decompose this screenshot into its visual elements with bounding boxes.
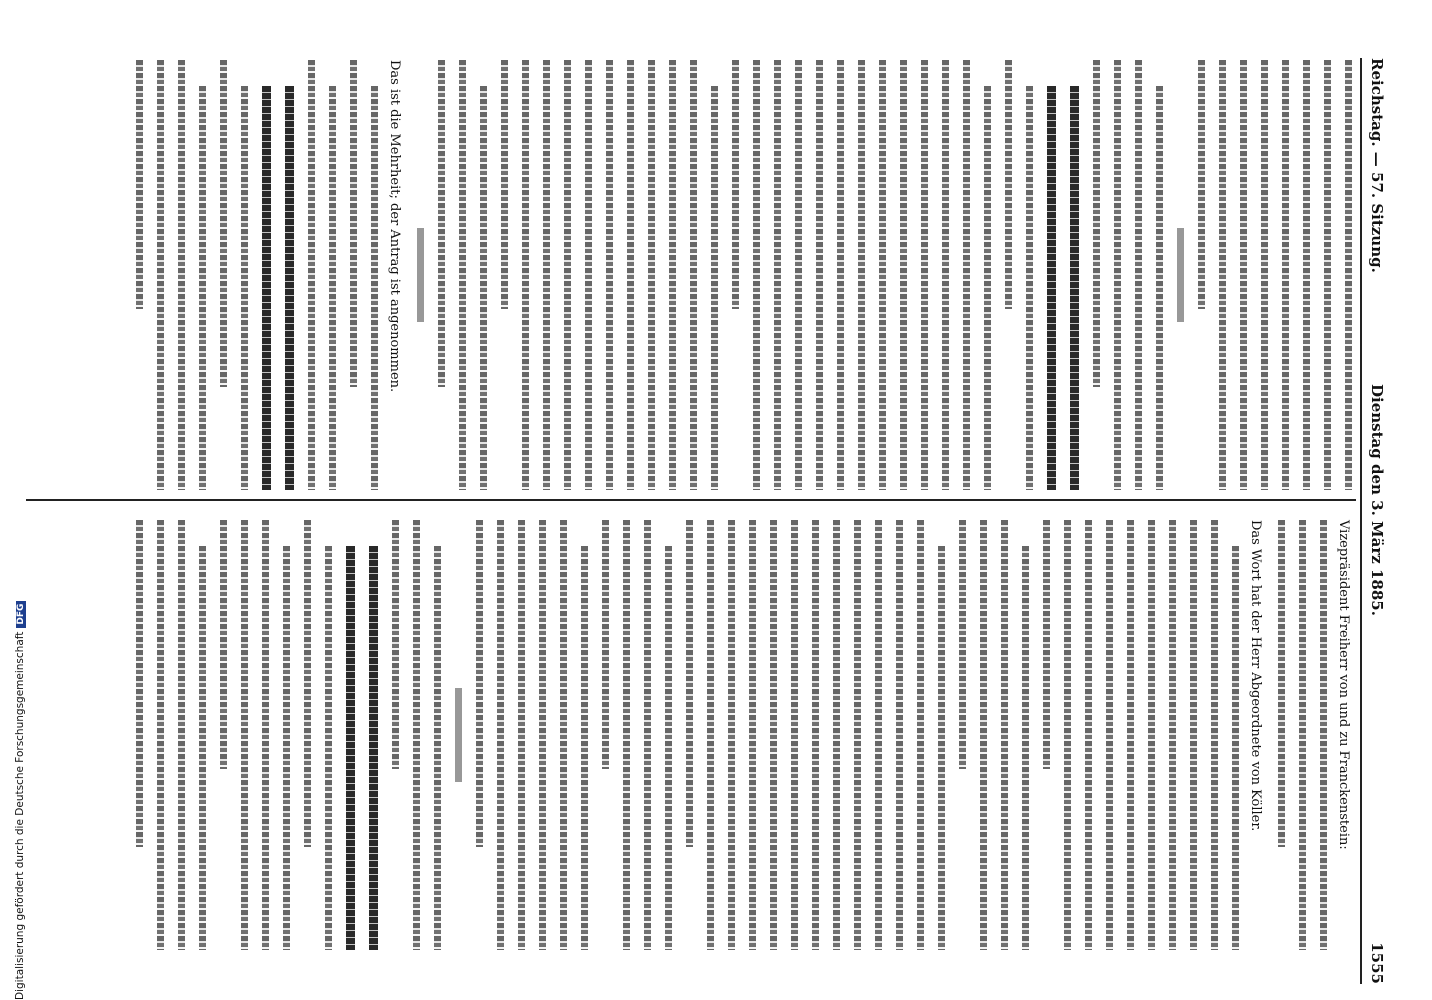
paragraph: [220, 520, 290, 950]
left-column: [122, 60, 1352, 490]
report-heading: [285, 86, 294, 490]
report-heading: [1070, 86, 1079, 490]
header-left: Reichstag. — 57. Sitzung.: [1368, 58, 1386, 273]
paragraph: [136, 520, 206, 950]
newspaper-page: [16, 0, 1396, 1000]
speaker-line: Vizepräsident Freiherr von und zu Franckenstein:: [1336, 520, 1351, 850]
digitization-credit: [14, 601, 26, 1000]
paragraph: [501, 60, 718, 490]
paragraph: [686, 520, 945, 950]
paragraph: [220, 60, 248, 490]
paragraph: [476, 520, 588, 950]
paragraph: [136, 60, 206, 490]
credit-text: Digitalisierung gefördert durch die Deutsche Forschungsgemeinschaft: [14, 631, 26, 1000]
paragraph: [1278, 520, 1327, 950]
paragraph-aside: [455, 688, 462, 783]
dissent-line: Das Wort hat der Herr Abgeordnete von Köller.: [1248, 520, 1263, 832]
paragraph: [1093, 60, 1163, 490]
paragraph: [1198, 60, 1352, 490]
header-center: Dienstag den 3. März 1885.: [1368, 384, 1386, 616]
paragraph: [1005, 60, 1033, 490]
report-heading: [346, 546, 355, 950]
paragraph: [392, 520, 441, 950]
paragraph: [732, 60, 991, 490]
report-heading: [369, 546, 378, 950]
paragraph: [308, 60, 378, 490]
page-number: 1555: [1368, 942, 1386, 984]
report-heading: [262, 86, 271, 490]
paragraph: [1043, 520, 1239, 950]
paragraph: [959, 520, 1029, 950]
right-column: [122, 520, 1352, 950]
running-header: [1360, 0, 1396, 1000]
result-paragraph: Das ist die Mehrheit; der Antrag ist angenommen.: [387, 60, 402, 393]
paragraph-aside: [1177, 228, 1184, 323]
paragraph: [438, 60, 487, 490]
paragraph: [602, 520, 672, 950]
column-divider: [26, 499, 1356, 501]
paragraph: [304, 520, 332, 950]
paragraph-aside: [417, 228, 424, 323]
dfg-logo: DFG: [16, 601, 26, 628]
report-heading: [1047, 86, 1056, 490]
header-rule: [1360, 58, 1362, 984]
